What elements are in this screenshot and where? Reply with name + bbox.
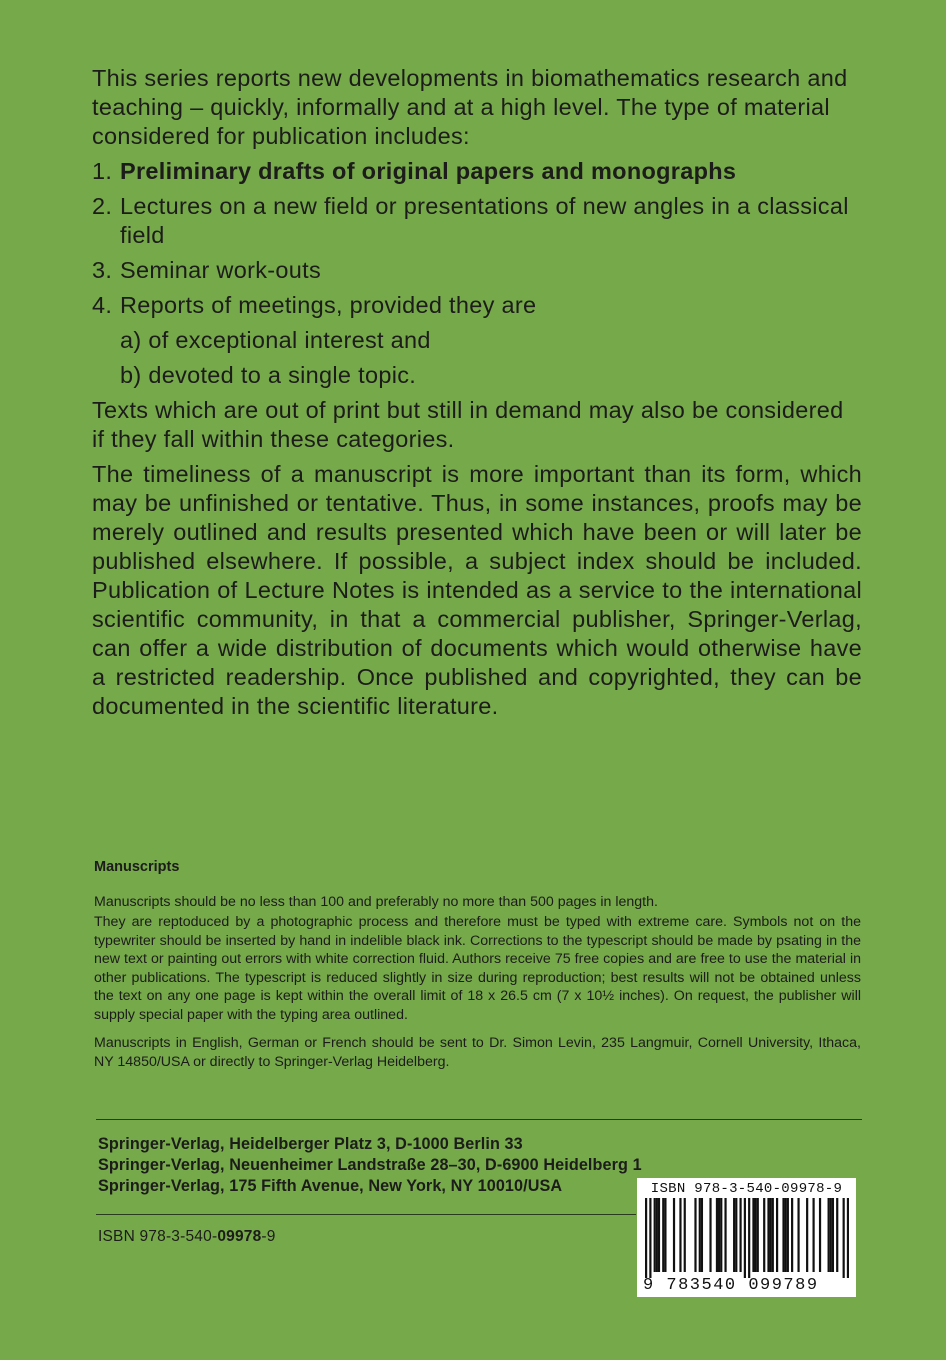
- manuscripts-section: [94, 858, 861, 1081]
- list-text: Seminar work-outs: [120, 257, 321, 283]
- isbn-prefix: ISBN 978-3-540-: [98, 1228, 218, 1245]
- barcode-bar: [787, 1198, 789, 1272]
- sub-item: b) devoted to a single topic.: [120, 362, 417, 388]
- barcode-bar: [724, 1198, 726, 1272]
- barcode-bar: [806, 1198, 808, 1272]
- barcode-bar: [701, 1198, 703, 1272]
- barcode-bar: [654, 1198, 656, 1272]
- isbn-bold: 09978: [217, 1228, 262, 1245]
- list-number: 2.: [92, 193, 113, 219]
- barcode-bar: [744, 1198, 746, 1278]
- out-of-print-paragraph: Texts which are out of print but still in demand may also be considered if they fall within these categories.: [92, 397, 844, 452]
- barcode-bar: [658, 1198, 660, 1272]
- barcode-bar: [772, 1198, 774, 1272]
- list-text: Reports of meetings, provided they are: [120, 292, 537, 318]
- barcode-bar: [782, 1198, 784, 1272]
- manuscripts-length: Manuscripts should be no less than 100 and preferably no more than 500 pages in length.: [94, 893, 658, 910]
- list-item: [92, 256, 862, 285]
- barcode-bar: [791, 1198, 793, 1272]
- barcode-bar: [770, 1198, 772, 1272]
- isbn-label: [98, 1228, 276, 1246]
- list-item: [92, 192, 862, 250]
- barcode-bar: [739, 1198, 741, 1272]
- barcode-bar: [679, 1198, 681, 1272]
- manuscripts-instructions: They are reptoduced by a photographic process and therefore must be typed with extreme care. Symbols not on the typewriter should be inserted by hand in indelible black ink. Corrections to the typescript should be made by psating in the new text or painting out errors with white correction fluid. Authors receive 75 free copies and are free to use the material in other publications. The typescript is reduced slightly in size during reproduction; best results will not be obtained unless the text on any one page is kept within the overall limit of 18 x 26.5 cm (7 x 10½ inches). On request, the publisher will supply special paper with the typing area outlined.: [94, 914, 861, 1023]
- series-description: [92, 64, 862, 721]
- barcode-bar: [649, 1198, 651, 1278]
- barcode-bar: [785, 1198, 787, 1272]
- barcode-bar: [716, 1198, 718, 1272]
- sub-item: a) of exceptional interest and: [120, 327, 431, 353]
- barcode-bar: [645, 1198, 647, 1278]
- barcode-bar: [720, 1198, 722, 1272]
- list-text: Preliminary drafts of original papers and monographs: [120, 158, 737, 184]
- barcode-bar: [699, 1198, 701, 1272]
- barcode-bar: [819, 1198, 821, 1272]
- barcode-bar: [656, 1198, 658, 1272]
- list-number: 3.: [92, 257, 113, 283]
- isbn-suffix: -9: [261, 1228, 276, 1245]
- barcode-digits: 9 783540 099789: [643, 1276, 819, 1295]
- barcode-bar: [718, 1198, 720, 1272]
- address-heidelberg: Springer-Verlag, Neuenheimer Landstraße 28–30, D-6900 Heidelberg 1: [98, 1156, 642, 1174]
- list-number: 4.: [92, 292, 113, 318]
- barcode-bar: [709, 1198, 711, 1272]
- barcode-bar: [684, 1198, 686, 1272]
- list-text: Lectures on a new field or presentations of new angles in a classical field: [120, 193, 849, 248]
- barcode-bar: [828, 1198, 830, 1272]
- barcode-bar: [735, 1198, 737, 1272]
- intro-paragraph: This series reports new developments in biomathematics research and teaching – quickly, informally and at a high level. The type of material considered for publication includes:: [92, 65, 848, 149]
- manuscripts-submission: Manuscripts in English, German or French should be sent to Dr. Simon Levin, 235 Langmuir, Cornell University, Ithaca, NY 14850/USA or directly to Springer-Verlag Heidelberg.: [94, 1035, 861, 1070]
- barcode-bar: [664, 1198, 666, 1272]
- barcode-bar: [733, 1198, 735, 1272]
- barcode-isbn-text: ISBN 978-3-540-09978-9: [650, 1181, 843, 1197]
- barcode-bar: [836, 1198, 838, 1272]
- address-new-york: Springer-Verlag, 175 Fifth Avenue, New York, NY 10010/USA: [98, 1177, 563, 1195]
- divider-top: [96, 1119, 862, 1120]
- barcode-bar: [797, 1198, 799, 1272]
- barcode-bar: [694, 1198, 696, 1272]
- material-list: [92, 157, 862, 320]
- barcode-bar: [752, 1198, 754, 1272]
- barcode-bar: [830, 1198, 832, 1272]
- barcode-bar: [843, 1198, 845, 1278]
- barcode-bar: [767, 1198, 769, 1272]
- list-number: 1.: [92, 158, 113, 184]
- barcode-bar: [776, 1198, 778, 1272]
- publisher-addresses: [98, 1134, 642, 1197]
- timeliness-paragraph: The timeliness of a manuscript is more important than its form, which may be unfinished or tentative. Thus, in some instances, proofs may be merely outlined and results presented which have been or will later be published elsewhere. If possible, a subject index should be included. Publication of Lecture Notes is intended as a service to the international scientific community, in that a commercial publisher, Springer-Verlag, can offer a wide distribution of documents which would otherwise have a restricted readership. Once published and copyrighted, they can be documented in the scientific literature.: [92, 461, 862, 719]
- manuscripts-heading: Manuscripts: [94, 859, 180, 875]
- list-item: [92, 157, 862, 186]
- list-item: [92, 291, 862, 320]
- barcode-bar: [832, 1198, 834, 1272]
- divider-bottom: [96, 1214, 636, 1215]
- barcode-bar: [673, 1198, 675, 1272]
- barcode-bar: [662, 1198, 664, 1272]
- barcode-bar: [847, 1198, 849, 1278]
- barcode-label: [637, 1178, 856, 1297]
- barcode-bar: [812, 1198, 814, 1272]
- barcode-bar: [757, 1198, 759, 1272]
- barcode-icon: [645, 1198, 849, 1278]
- barcode-bar: [755, 1198, 757, 1272]
- address-berlin: Springer-Verlag, Heidelberger Platz 3, D-1000 Berlin 33: [98, 1135, 523, 1153]
- barcode-bar: [748, 1198, 750, 1278]
- barcode-bar: [763, 1198, 765, 1272]
